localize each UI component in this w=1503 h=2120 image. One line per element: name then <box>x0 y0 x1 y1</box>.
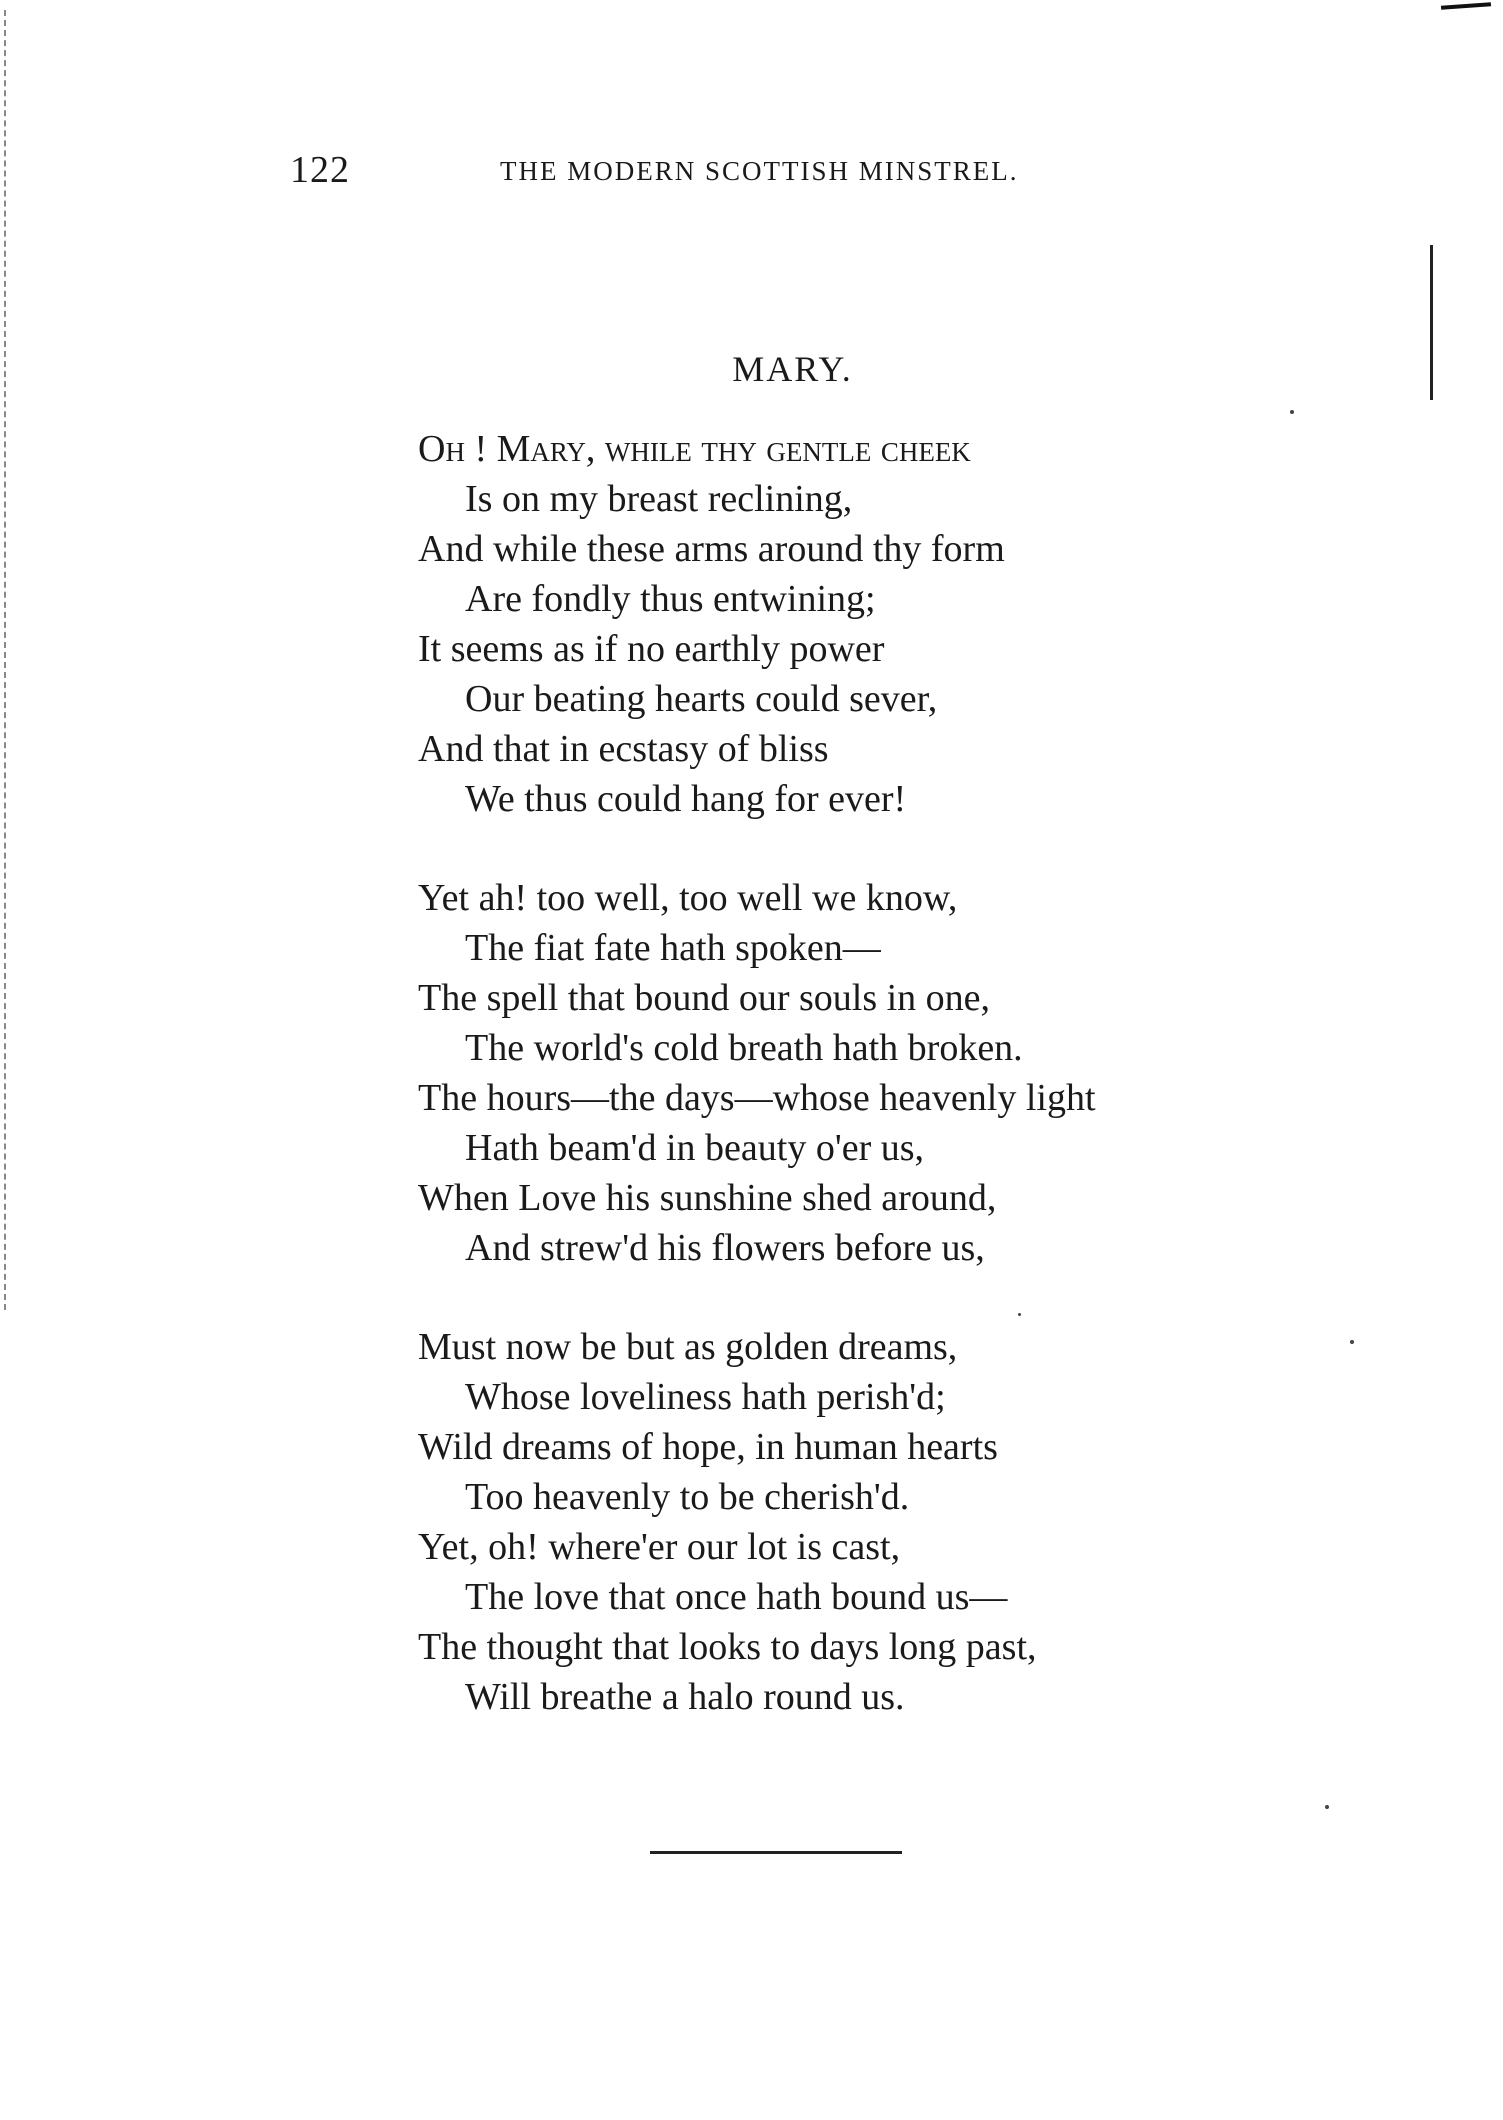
poem-line: The hours—the days—whose heavenly light <box>418 1077 1096 1119</box>
poem-line: And while these arms around thy form <box>418 528 1005 570</box>
ink-speck <box>1018 1313 1021 1316</box>
poem-line: When Love his sunshine shed around, <box>418 1177 997 1219</box>
poem-line: Hath beam'd in beauty o'er us, <box>465 1127 925 1169</box>
poem-line: Our beating hearts could sever, <box>465 678 938 720</box>
poem-line: Yet, oh! where'er our lot is cast, <box>418 1526 901 1568</box>
stanza <box>418 424 1318 824</box>
poem-line: And strew'd his flowers before us, <box>465 1227 985 1269</box>
poem-line: The world's cold breath hath broken. <box>465 1027 1023 1069</box>
ink-speck <box>1325 1805 1329 1809</box>
ink-speck <box>1290 410 1294 414</box>
end-rule <box>650 1851 902 1854</box>
poem-line: Must now be but as golden dreams, <box>418 1326 958 1368</box>
ink-speck <box>1350 1340 1354 1344</box>
poem-body <box>418 424 1318 1771</box>
poem-line: The thought that looks to days long past, <box>418 1626 1037 1668</box>
poem-line: Is on my breast reclining, <box>465 478 853 520</box>
poem-line: Too heavenly to be cherish'd. <box>465 1476 910 1518</box>
running-title: THE MODERN SCOTTISH MINSTREL. <box>500 156 1019 186</box>
running-head <box>290 148 1290 198</box>
poem-line: We thus could hang for ever! <box>465 778 907 820</box>
poem-line: Whose loveliness hath perish'd; <box>465 1376 946 1418</box>
scan-mark <box>1441 2 1491 9</box>
stanza <box>418 873 1318 1273</box>
poem-line: It seems as if no earthly power <box>418 628 885 670</box>
poem-line: Will breathe a halo round us. <box>465 1676 905 1718</box>
page-number: 122 <box>290 149 350 191</box>
stanza <box>418 1322 1318 1722</box>
poem-line: The fiat fate hath spoken— <box>465 927 881 969</box>
poem-line: Wild dreams of hope, in human hearts <box>418 1426 998 1468</box>
poem-line: Are fondly thus entwining; <box>465 578 876 620</box>
poem-line: The spell that bound our souls in one, <box>418 977 991 1019</box>
poem-title: MARY. <box>732 349 853 389</box>
binding-edge <box>4 10 20 1310</box>
poem-line: Oh ! Mary, while thy gentle cheek <box>418 428 971 470</box>
poem-line: The love that once hath bound us— <box>465 1576 1008 1618</box>
poem-line: Yet ah! too well, too well we know, <box>418 877 958 919</box>
poem-line: And that in ecstasy of bliss <box>418 728 829 770</box>
